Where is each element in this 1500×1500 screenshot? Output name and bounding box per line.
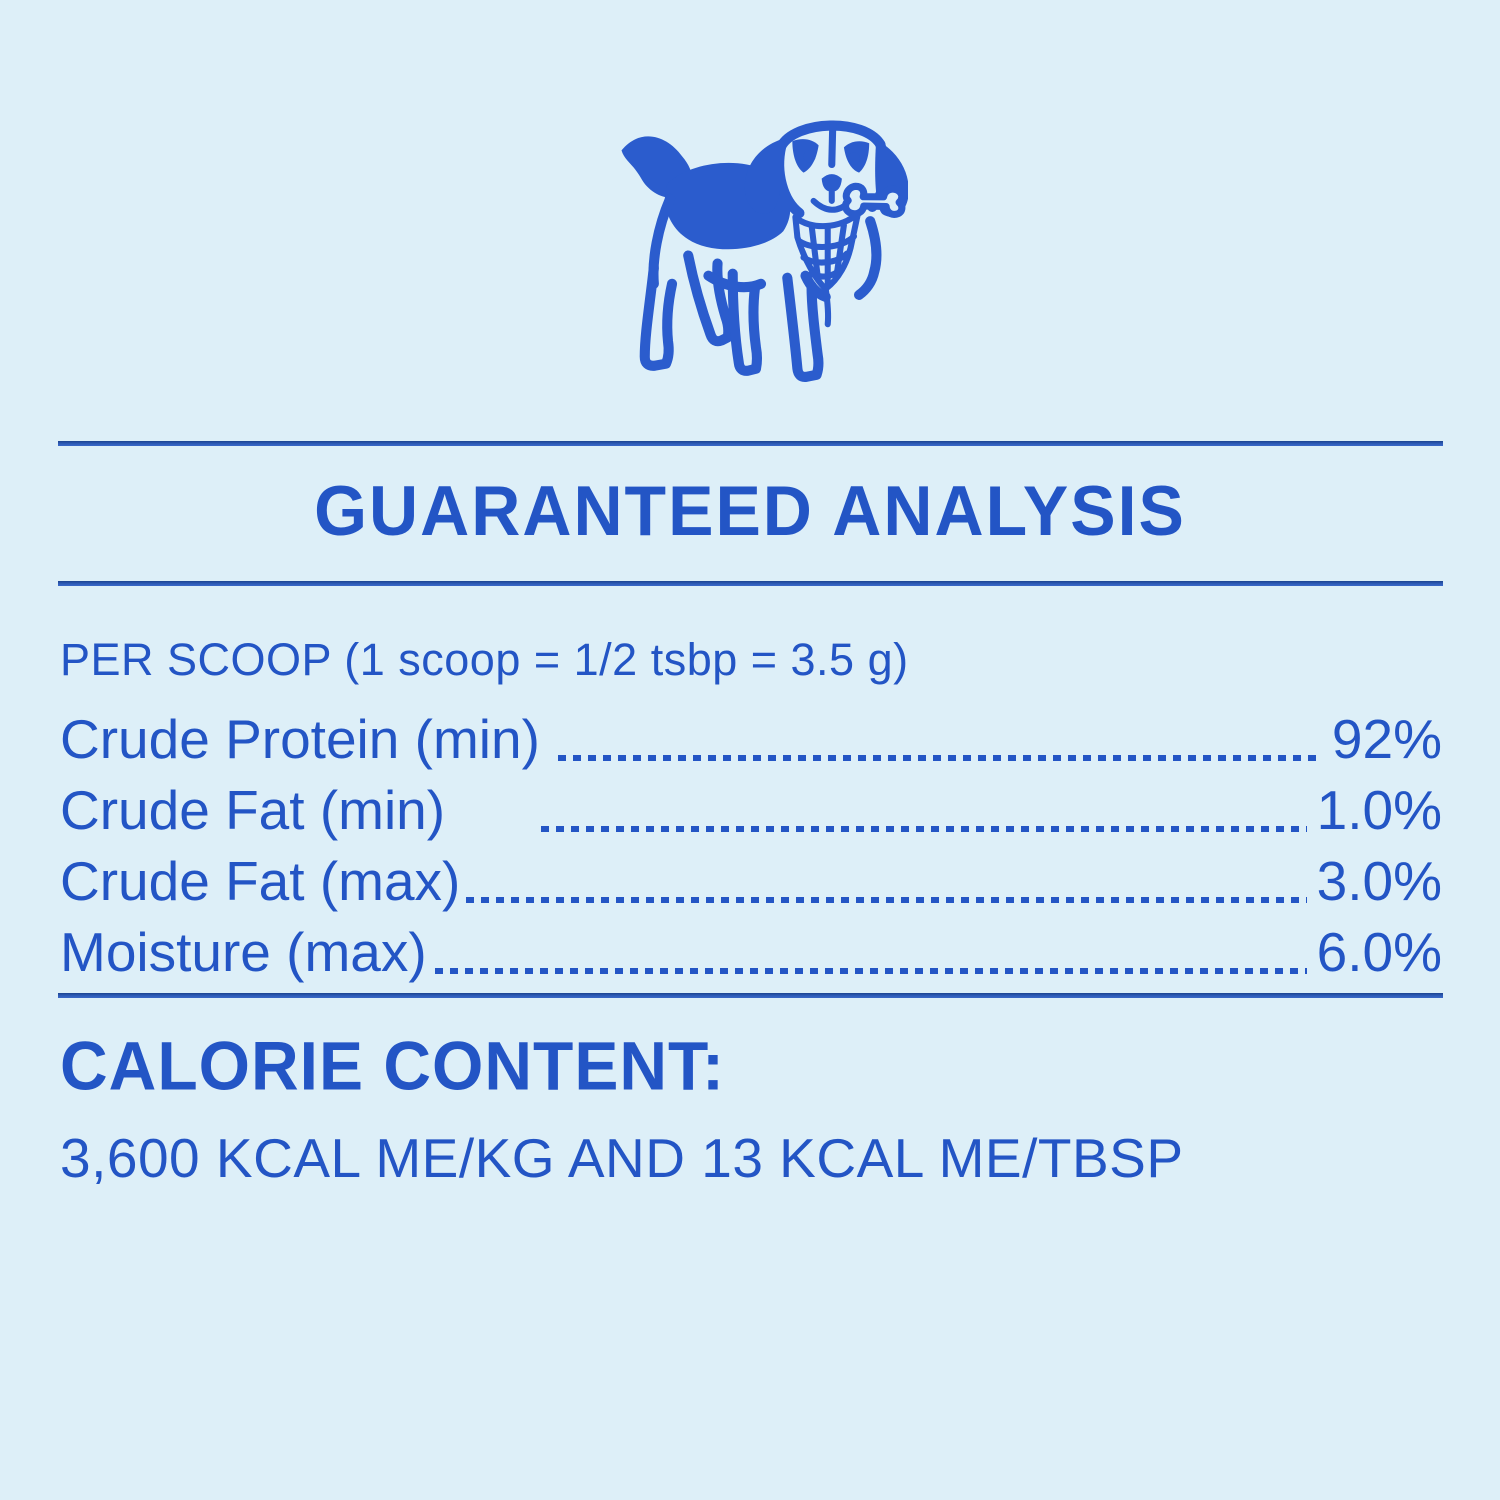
nutrient-value: 3.0% (1316, 850, 1442, 912)
nutrient-label: Moisture (max) (60, 921, 427, 983)
dotted-leader (435, 968, 1307, 974)
calorie-content-detail: 3,600 KCAL ME/KG AND 13 KCAL ME/TBSP (60, 1127, 1184, 1189)
serving-note: PER SCOOP (1 scoop = 1/2 tsbp = 3.5 g) (60, 634, 909, 685)
dog-with-bone-icon (612, 116, 908, 394)
divider-above-calories (58, 993, 1443, 998)
nutrient-label: Crude Fat (max) (60, 850, 461, 912)
table-row (60, 775, 1442, 846)
nutrient-label: Crude Fat (min) (60, 779, 446, 841)
analysis-table (60, 704, 1442, 988)
nutrient-value: 6.0% (1316, 921, 1442, 983)
nutrient-value: 92% (1331, 708, 1442, 770)
nutrient-value: 1.0% (1316, 779, 1442, 841)
calorie-content-heading: CALORIE CONTENT: (60, 1027, 725, 1104)
page-title: GUARANTEED ANALYSIS (314, 471, 1186, 551)
dotted-leader (466, 897, 1306, 903)
table-row (60, 917, 1442, 988)
dotted-leader (541, 826, 1307, 832)
table-row (60, 846, 1442, 917)
table-row (60, 704, 1442, 775)
dotted-leader (558, 755, 1322, 761)
nutrient-label: Crude Protein (min) (60, 708, 540, 770)
